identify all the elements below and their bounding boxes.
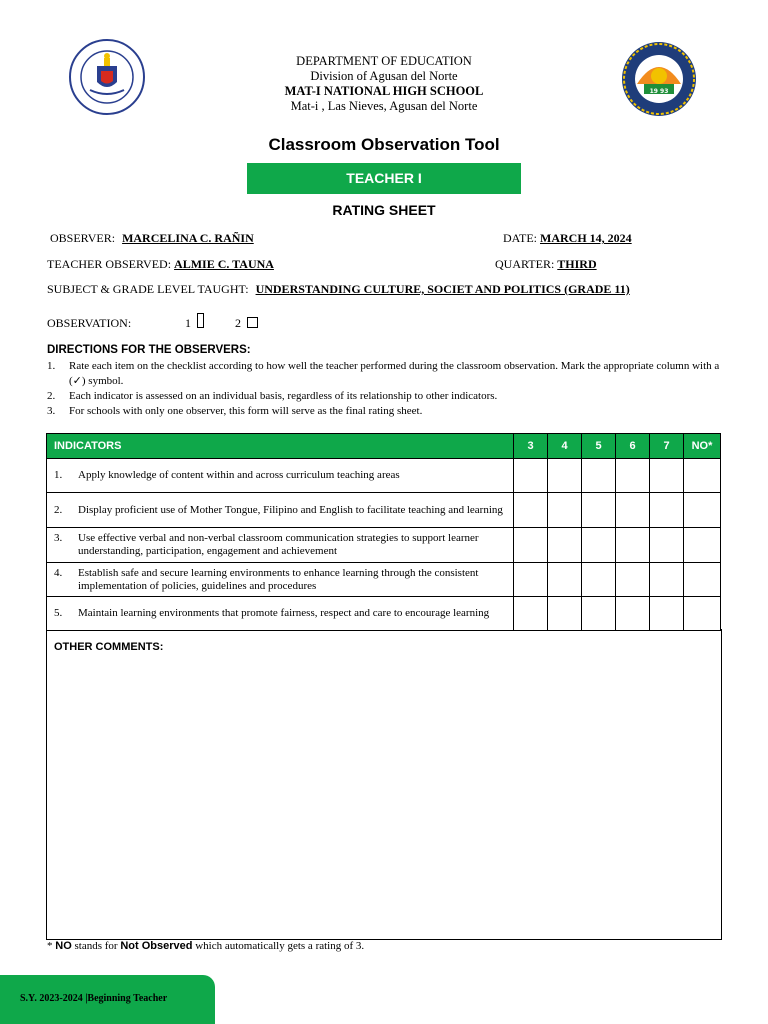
rating-cell[interactable] [684,528,721,563]
indicator-cell [47,597,514,631]
footnote-no: NO [55,940,72,952]
indicator-text: Apply knowledge of content within and across curriculum teaching areas [78,469,400,481]
direction-item [47,389,727,404]
indicator-text: Maintain learning environments that promote fairness, respect and care to encourage learning [78,607,490,619]
teacher-observed-value: ALMIE C. TAUNA [174,257,274,271]
footer-tab [0,975,215,1024]
rating-cell[interactable] [684,493,721,528]
rating-cell[interactable] [650,459,684,493]
rating-cell[interactable] [650,563,684,597]
indicators-header: INDICATORS [47,434,514,459]
table-row [47,493,721,528]
indicator-number: 3. [54,532,63,544]
observer-value: MARCELINA C. RAÑIN [122,231,254,245]
date-label: DATE: [503,231,537,245]
table-row [47,459,721,493]
indicator-cell [47,459,514,493]
rating-cell[interactable] [514,459,548,493]
other-comments-box[interactable] [46,629,722,940]
rating-cell[interactable] [650,528,684,563]
subject-label: SUBJECT & GRADE LEVEL TAUGHT: [47,282,249,296]
rating-column-5: 5 [582,434,616,459]
rating-cell[interactable] [582,597,616,631]
letterhead [230,54,538,114]
indicator-cell [47,528,514,563]
rating-column-6: 6 [616,434,650,459]
rating-cell[interactable] [616,563,650,597]
rating-column-3: 3 [514,434,548,459]
observation-label: OBSERVATION: [47,316,132,330]
directions-title: DIRECTIONS FOR THE OBSERVERS: [47,344,251,356]
directions-list [47,359,727,419]
footnote-not-observed: Not Observed [120,940,193,952]
indicator-number: 1. [54,469,63,481]
date-field [503,231,632,246]
rating-cell[interactable] [582,459,616,493]
rating-cell[interactable] [616,597,650,631]
direction-item [47,404,727,419]
rating-cell[interactable] [650,493,684,528]
rating-cell[interactable] [582,528,616,563]
table-row [47,528,721,563]
school-address: Mat-i , Las Nieves, Agusan del Norte [290,99,478,113]
indicator-number: 5. [54,607,63,619]
position-bar: TEACHER I [247,163,521,194]
rating-column-7: 7 [650,434,684,459]
direction-number: 2. [47,390,56,402]
rating-cell[interactable] [548,563,582,597]
school-name: MAT-I NATIONAL HIGH SCHOOL [284,84,484,98]
division-name: Division of Agusan del Norte [310,69,458,83]
direction-number: 1. [47,360,56,372]
rating-cell[interactable] [582,493,616,528]
department-name: DEPARTMENT OF EDUCATION [296,54,472,68]
observer-label: OBSERVER: [50,231,116,245]
rating-cell[interactable] [684,597,721,631]
observation-option-1[interactable] [185,313,204,331]
observation-field [47,316,131,331]
indicator-number: 2. [54,503,63,516]
rating-cell[interactable] [514,597,548,631]
teacher-observed-label: TEACHER OBSERVED: [47,257,172,271]
rating-cell[interactable] [548,597,582,631]
observer-field [50,231,254,246]
deped-seal-logo [68,38,146,116]
observation-1-checkbox[interactable] [197,313,204,328]
rating-cell[interactable] [548,493,582,528]
observation-option-2-label: 2 [235,316,241,330]
indicator-text: Display proficient use of Mother Tongue, Filipino and English to facilitate teaching and learning [78,503,503,516]
indicators-table [46,433,721,631]
rating-cell[interactable] [684,459,721,493]
table-header-row [47,434,721,459]
table-row [47,563,721,597]
rating-cell[interactable] [514,528,548,563]
quarter-field [495,257,597,272]
date-value: MARCH 14, 2024 [540,231,632,245]
indicator-text: Establish safe and secure learning environments to enhance learning through the consistent implementation of policies, guidelines and procedures [78,566,479,592]
direction-item [47,359,727,389]
direction-text: Rate each item on the checklist according to how well the teacher performed during the classroom observation. Mark the appropriate column with a (✓) symbol. [69,360,720,387]
rating-cell[interactable] [616,493,650,528]
direction-number: 3. [47,405,56,417]
rating-column-4: 4 [548,434,582,459]
seal-year-left: 19 [649,88,658,95]
subject-value: UNDERSTANDING CULTURE, SOCIET AND POLITICS (GRADE 11) [255,282,630,296]
direction-text: Each indicator is assessed on an individual basis, regardless of its relationship to other indicators. [69,390,498,402]
footnote-star: * [47,940,56,952]
observation-2-checkbox[interactable] [247,317,258,328]
rating-column-no: NO* [684,434,721,459]
seal-year-right: 93 [660,88,669,95]
rating-cell[interactable] [548,459,582,493]
school-seal-logo [620,40,698,118]
rating-cell[interactable] [616,528,650,563]
rating-cell[interactable] [514,493,548,528]
rating-cell[interactable] [684,563,721,597]
observation-option-1-label: 1 [185,316,191,330]
quarter-label: QUARTER: [495,257,555,271]
rating-cell[interactable] [514,563,548,597]
table-row [47,597,721,631]
observation-option-2[interactable] [235,316,258,331]
footnote-text-1: stands for [71,940,121,952]
indicator-text: Use effective verbal and non-verbal classroom communication strategies to support learner understanding, participation, engagement and achievement [78,532,479,557]
footer-tab-label: S.Y. 2023-2024 |Beginning Teacher [20,993,168,1004]
document-title: Classroom Observation Tool [268,135,500,154]
direction-text: For schools with only one observer, this form will serve as the final rating sheet. [69,405,423,417]
subject-field [47,282,630,297]
indicator-number: 4. [54,566,63,579]
rating-sheet-heading: RATING SHEET [332,202,436,218]
other-comments-label: OTHER COMMENTS: [54,641,164,653]
indicator-cell [47,493,514,528]
rating-cell[interactable] [616,459,650,493]
rating-cell[interactable] [582,563,616,597]
footnote [47,940,364,952]
quarter-value: THIRD [557,257,597,271]
teacher-observed-field [47,257,274,272]
indicator-cell [47,563,514,597]
footnote-text-2: which automatically gets a rating of 3. [192,940,365,952]
svg-text:19 93 [650,88,669,95]
rating-cell[interactable] [650,597,684,631]
rating-cell[interactable] [548,528,582,563]
